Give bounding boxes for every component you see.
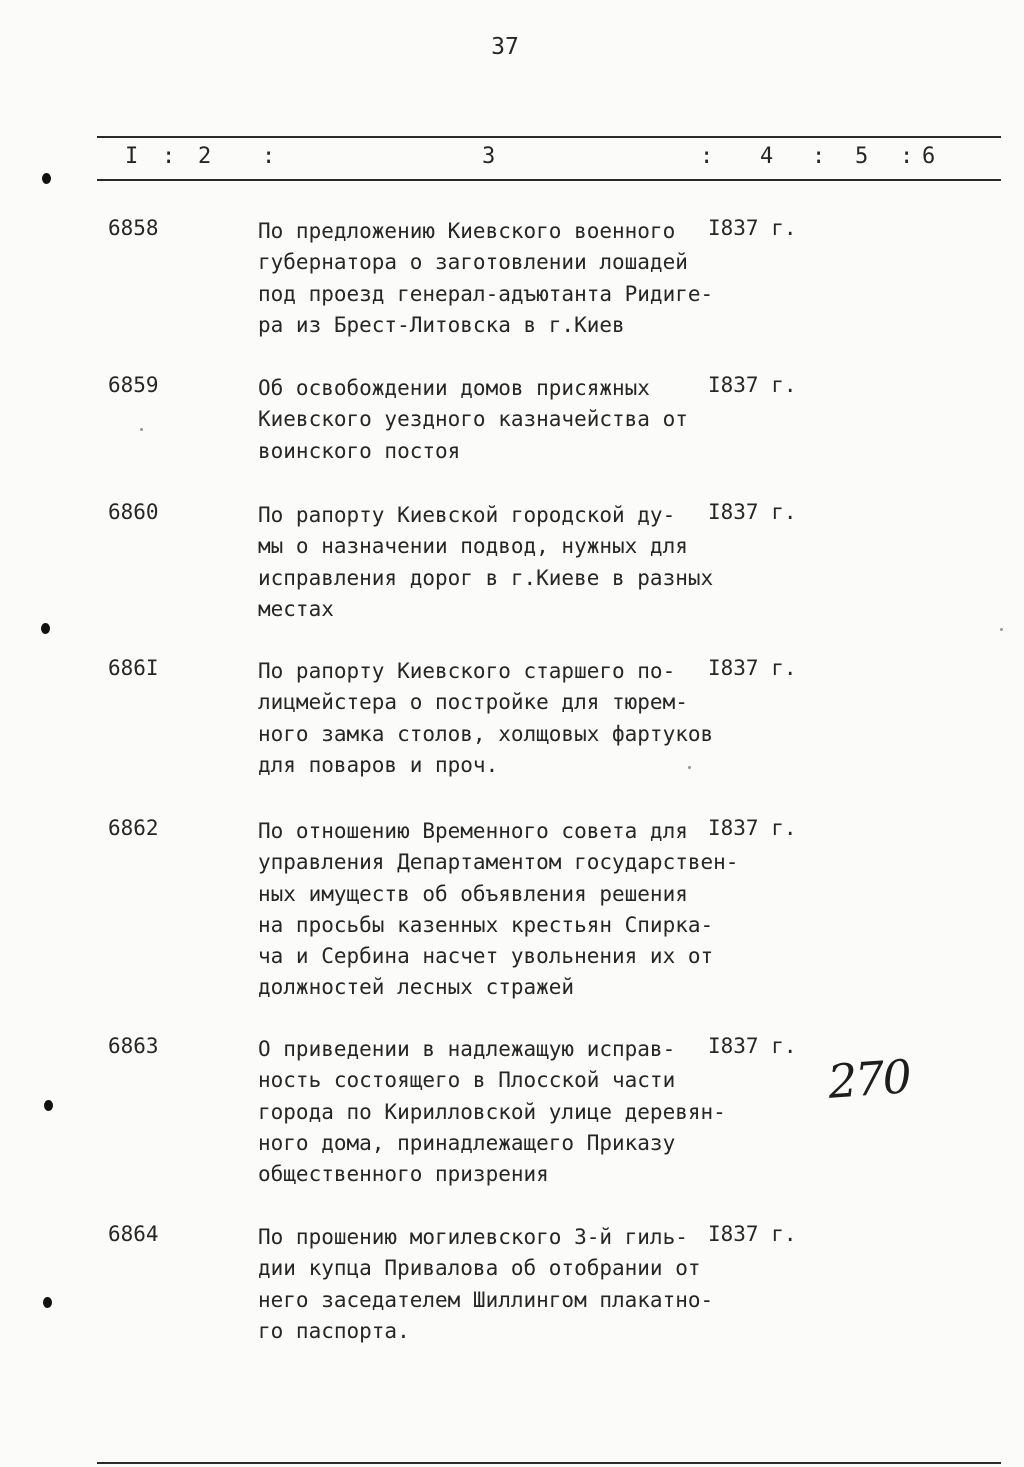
entry-text — [258, 500, 714, 625]
entry-year: I837 г. — [708, 1034, 797, 1058]
entry-number: 6858 — [108, 216, 159, 240]
column-separator: : — [162, 144, 176, 169]
entry-text-line: Киевского уездного казначейства от — [258, 407, 688, 432]
entry-text-line: для поваров и проч. — [258, 752, 499, 777]
entry-number: 6859 — [108, 373, 159, 397]
binding-hole-mark — [43, 1297, 52, 1308]
entry-text-line: на просьбы казенных крестьян Спирка- — [258, 912, 714, 937]
entry-text-line: По предложению Киевского военного — [258, 219, 676, 243]
entry-text-line: го паспорта. — [258, 1318, 410, 1343]
binding-hole-mark — [42, 173, 51, 184]
entry-text-line: мы о назначении подвод, нужных для — [258, 534, 688, 559]
column-header-2: 2 — [198, 144, 212, 169]
entry-text-line: ного дома, принадлежащего Приказу — [258, 1130, 676, 1155]
entry-text-line: Об освобождении домов присяжных — [258, 376, 650, 400]
column-header-4: 4 — [760, 144, 774, 169]
entry-text-line: О приведении в надлежащую исправ- — [258, 1037, 676, 1061]
entry-text-line: города по Кирилловской улице деревян- — [258, 1099, 726, 1124]
column-separator: : — [812, 144, 826, 169]
entry-number: 6862 — [108, 816, 159, 840]
entry-text-line: По рапорту Киевского старшего по- — [258, 659, 676, 683]
entry-year: I837 г. — [708, 216, 797, 240]
handwritten-page-note: 270 — [826, 1049, 912, 1109]
column-separator: : — [700, 144, 714, 169]
entry-text-line: По рапорту Киевской городской ду- — [258, 503, 676, 527]
entry-number: 6863 — [108, 1034, 159, 1058]
entry-text — [258, 656, 714, 781]
entry-year: I837 г. — [708, 816, 797, 840]
entry-text-line: ность состоящего в Плосской части — [258, 1068, 676, 1093]
entry-number: 686I — [108, 656, 159, 680]
entry-text — [258, 1034, 726, 1190]
entry-text — [258, 816, 739, 1004]
entry-text-line: местах — [258, 596, 334, 621]
entry-text-line: ра из Брест-Литовска в г.Киев — [258, 312, 625, 337]
entry-number: 6860 — [108, 500, 159, 524]
paper-speck — [688, 766, 691, 769]
entry-text-line: лицмейстера о постройке для тюрем- — [258, 690, 688, 715]
entry-text-line: По прошению могилевского 3-й гиль- — [258, 1225, 688, 1249]
entry-text — [258, 1222, 714, 1347]
header-top-rule — [97, 136, 1001, 138]
entry-text — [258, 373, 698, 467]
column-separator: : — [262, 144, 276, 169]
entry-text-line: ча и Сербина насчет увольнения их от — [258, 944, 714, 969]
paper-speck — [1000, 628, 1003, 631]
entry-text-line: управления Департаментом государствен- — [258, 850, 739, 875]
entry-text-line: общественного призрения — [258, 1162, 549, 1187]
column-header-6: 6 — [922, 144, 936, 169]
entry-text-line: под проезд генерал-адъютанта Ридиге- — [258, 281, 714, 306]
entry-year: I837 г. — [708, 373, 797, 397]
column-header-1: I — [125, 144, 139, 169]
binding-hole-mark — [44, 1100, 53, 1111]
entry-text-line: ного замка столов, холщовых фартуков — [258, 721, 714, 746]
page-bottom-rule — [97, 1462, 1001, 1464]
entry-text-line: него заседателем Шиллингом плакатно- — [258, 1287, 714, 1312]
entry-text-line: должностей лесных стражей — [258, 975, 575, 1000]
entry-text — [258, 216, 714, 341]
entry-year: I837 г. — [708, 500, 797, 524]
entry-text-line: губернатора о заготовлении лошадей — [258, 250, 688, 275]
entry-text-line: воинского постоя — [258, 438, 461, 463]
column-header-5: 5 — [855, 144, 869, 169]
header-bottom-rule — [97, 179, 1001, 181]
entry-year: I837 г. — [708, 1222, 797, 1246]
entry-text-line: ных имуществ об объявления решения — [258, 881, 688, 906]
column-separator: : — [900, 144, 914, 169]
binding-hole-mark — [41, 623, 50, 634]
entry-text-line: дии купца Привалова об отобрании от — [258, 1256, 701, 1281]
entry-year: I837 г. — [708, 656, 797, 680]
entry-text-line: По отношению Временного совета для — [258, 819, 688, 843]
page-number: 37 — [491, 34, 519, 60]
entry-text-line: исправления дорог в г.Киеве в разных — [258, 565, 714, 590]
entry-number: 6864 — [108, 1222, 159, 1246]
column-header-3: 3 — [482, 144, 496, 169]
paper-speck — [140, 428, 143, 431]
